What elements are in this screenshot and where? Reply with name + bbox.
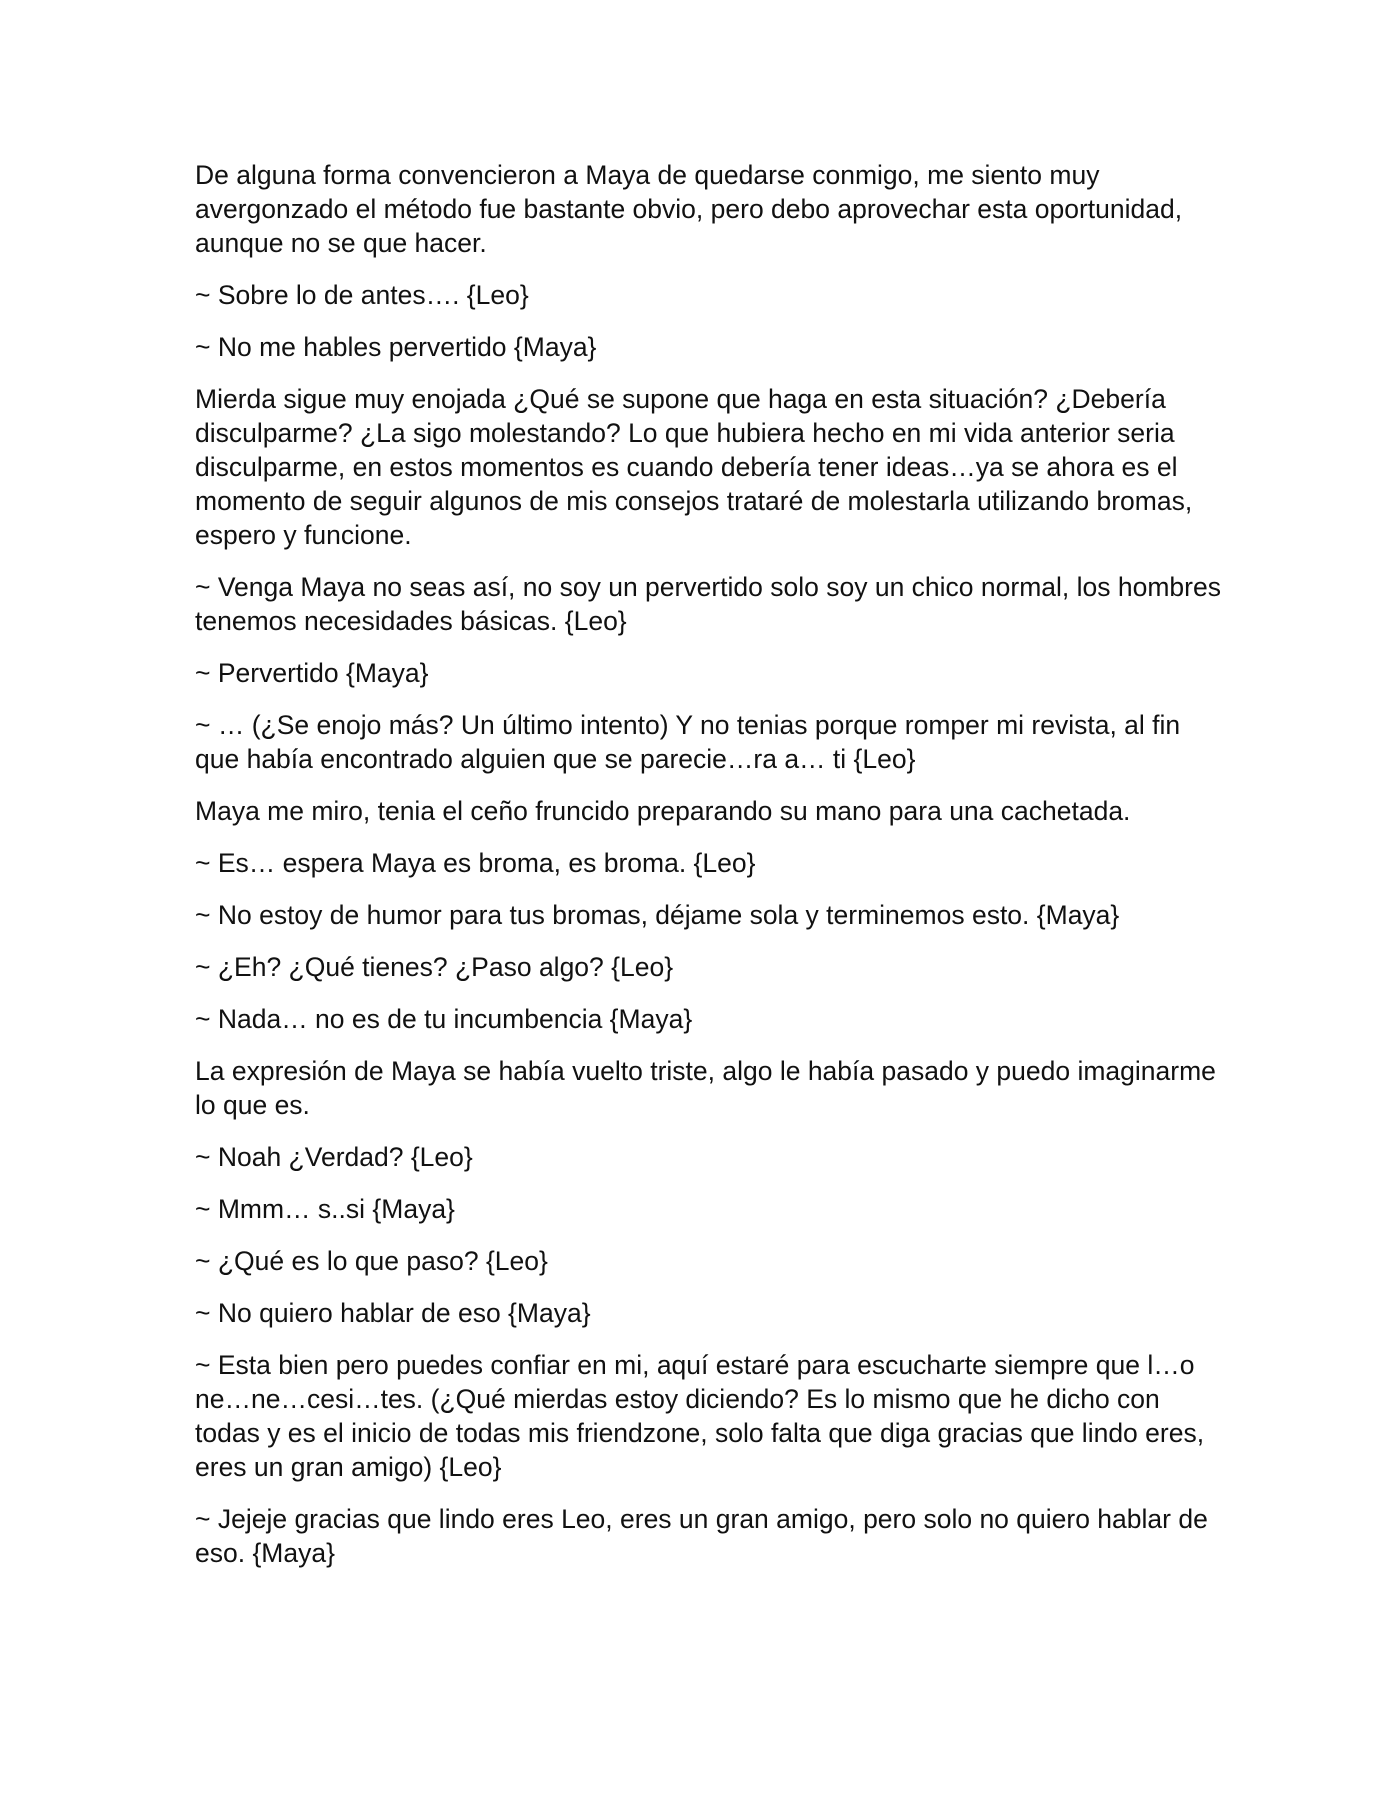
dialogue-line: ~ No quiero hablar de eso {Maya} <box>195 1298 591 1328</box>
dialogue-line: ~ … (¿Se enojo más? Un último intento) Y no tenias porque romper mi revista, al fin que había encontrado alguien que se parecie…ra a… ti {Leo} <box>195 710 1181 774</box>
dialogue-line: ~ Mmm… s..si {Maya} <box>195 1194 455 1224</box>
dialogue-line: ~ ¿Eh? ¿Qué tienes? ¿Paso algo? {Leo} <box>195 952 674 982</box>
dialogue-line: ~ ¿Qué es lo que paso? {Leo} <box>195 1246 548 1276</box>
dialogue-line: ~ No me hables pervertido {Maya} <box>195 332 597 362</box>
dialogue-line: ~ Esta bien pero puedes confiar en mi, aquí estaré para escucharte siempre que l…o ne…ne…cesi…tes. (¿Qué mierdas estoy diciendo? Es lo mismo que he dicho con todas y es el inicio de todas mis friendzone, solo falta que diga gracias que lindo eres, eres un gran amigo) {Leo} <box>195 1350 1205 1482</box>
dialogue-line: ~ Pervertido {Maya} <box>195 658 429 688</box>
narration-paragraph: Maya me miro, tenia el ceño fruncido preparando su mano para una cachetada. <box>195 796 1131 826</box>
dialogue-line: ~ Venga Maya no seas así, no soy un pervertido solo soy un chico normal, los hombres tenemos necesidades básicas. {Leo} <box>195 572 1221 636</box>
dialogue-line: ~ Noah ¿Verdad? {Leo} <box>195 1142 473 1172</box>
dialogue-line: ~ Jejeje gracias que lindo eres Leo, eres un gran amigo, pero solo no quiero hablar de eso. {Maya} <box>195 1504 1208 1568</box>
dialogue-line: ~ Es… espera Maya es broma, es broma. {Leo} <box>195 848 756 878</box>
narration-paragraph: Mierda sigue muy enojada ¿Qué se supone que haga en esta situación? ¿Debería disculparme? ¿La sigo molestando? Lo que hubiera hecho en mi vida anterior seria disculparme, en estos momentos es cuando debería tener ideas…ya se ahora es el momento de seguir algunos de mis consejos trataré de molestarla utilizando bromas, espero y funcione. <box>195 384 1193 550</box>
dialogue-line: ~ Sobre lo de antes…. {Leo} <box>195 280 529 310</box>
document-body <box>195 158 1225 1588</box>
narration-paragraph: La expresión de Maya se había vuelto triste, algo le había pasado y puedo imaginarme lo que es. <box>195 1056 1216 1120</box>
narration-paragraph: De alguna forma convencieron a Maya de quedarse conmigo, me siento muy avergonzado el método fue bastante obvio, pero debo aprovechar esta oportunidad, aunque no se que hacer. <box>195 160 1183 258</box>
dialogue-line: ~ Nada… no es de tu incumbencia {Maya} <box>195 1004 693 1034</box>
dialogue-line: ~ No estoy de humor para tus bromas, déjame sola y terminemos esto. {Maya} <box>195 900 1120 930</box>
